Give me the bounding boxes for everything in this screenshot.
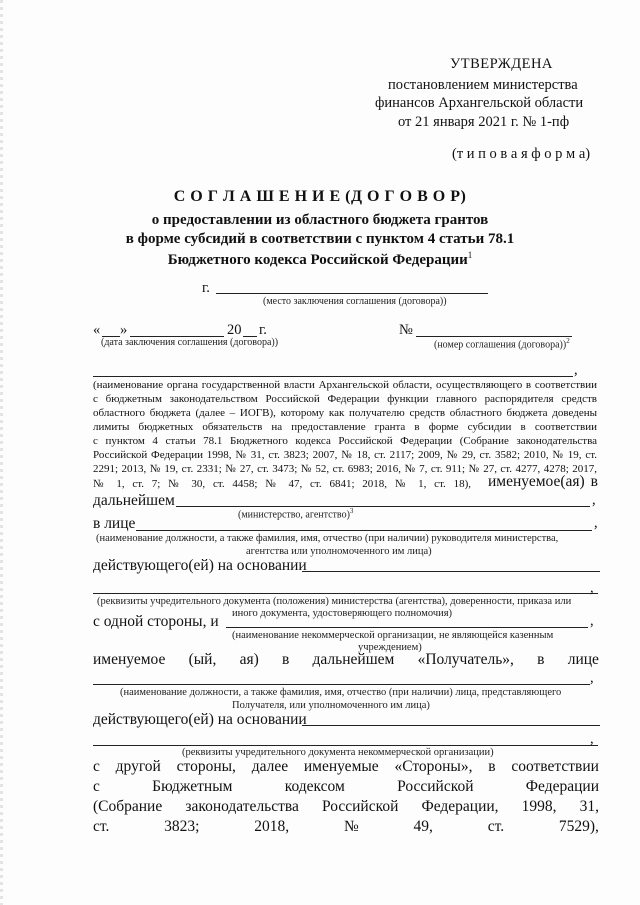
recipient-word: «Получатель», <box>417 651 514 668</box>
org-caption-line-3: областного бюджета (далее – ИОГВ), которому как получателю средств областного бюджета доведены <box>93 407 597 419</box>
closing-word: 31, <box>579 798 599 815</box>
closing-word: далее <box>251 758 289 775</box>
date-close-quote: » <box>120 322 128 338</box>
party1-field[interactable] <box>226 627 588 628</box>
recipient-word: (ый, <box>188 651 217 668</box>
recipient-word: именуемое <box>93 651 166 668</box>
basis1-caption-1: (реквизиты учредительного документа (положения) министерства (агентства), доверенности, приказа или <box>97 596 572 607</box>
title-sub-2: в форме субсидий в соответствии с пунктом 4 статьи 78.1 <box>125 231 515 247</box>
footnote-marker-1: 1 <box>467 250 473 260</box>
person-field[interactable] <box>136 530 592 531</box>
approval-line-2: финансов Архангельской области <box>375 95 584 111</box>
title-sub-1: о предоставлении из областного бюджета грантов <box>151 212 489 228</box>
closing-word: 1998, <box>521 798 557 815</box>
closing-word: Федерации, <box>421 798 499 815</box>
closing-word: 2018, <box>254 818 290 835</box>
form-type-label: (т и п о в а я ф о р м а) <box>452 146 591 162</box>
closing-word: ст. <box>487 818 505 835</box>
closing-word: именуемые <box>303 758 379 775</box>
org-caption-line-2: с бюджетным законодательством Российской Федерации функции главного распорядителя средств <box>93 393 597 405</box>
basis1-field[interactable] <box>302 571 600 572</box>
basis2-field[interactable] <box>302 725 600 726</box>
org-comma: , <box>574 362 578 378</box>
date-year-suffix: г. <box>259 322 267 338</box>
date-year: 20 <box>227 322 242 338</box>
number-caption <box>434 337 570 350</box>
closing-word: соответствии <box>511 758 599 775</box>
org-short-caption <box>238 507 353 520</box>
number-caption-text: (номер соглашения (договора)) <box>434 339 567 351</box>
approval-line-3: от 21 января 2021 г. № 1-пф <box>398 114 570 130</box>
title-sub-3-text: Бюджетного кодекса Российской Федерации <box>167 252 468 268</box>
number-symbol: № <box>399 322 413 338</box>
closing-word: 49, <box>413 818 433 835</box>
closing-word: в <box>488 758 496 775</box>
person-comma: , <box>594 515 598 531</box>
closing-word: с <box>93 758 100 775</box>
place-field[interactable] <box>216 293 488 294</box>
recipient-field[interactable] <box>93 684 590 685</box>
party1-caption-2: учреждением) <box>358 642 422 653</box>
basis2-caption: (реквизиты учредительного документа некоммерческой организации) <box>182 747 494 758</box>
date-open-quote: « <box>93 322 101 338</box>
closing-word: ст. <box>93 818 110 835</box>
party1-caption-1: (наименование некоммерческой организации, не являющейся казенным <box>232 630 554 641</box>
document-title: С О Г Л А Ш Е Н И Е (Д О Г О В О Р) <box>173 188 467 205</box>
closing-word: другой <box>115 758 161 775</box>
closing-word: стороны, <box>176 758 236 775</box>
recipient-word: в <box>537 651 545 668</box>
recipient-line <box>93 651 599 669</box>
closing-word: «Стороны», <box>394 758 473 775</box>
basis1-field-2[interactable] <box>93 593 598 594</box>
person-caption-2: агентства или уполномоченного им лица) <box>246 546 432 557</box>
closing-word: Российской <box>397 778 474 795</box>
org-caption-line-6: Российской Федерации 1998, № 31, ст. 3823; 2007, № 18, ст. 2117; 2009, № 29, ст. 3582; 2010, № 19, ст. <box>93 449 597 461</box>
closing-word: Федерации <box>525 778 599 795</box>
closing-word: законодательства <box>185 798 299 815</box>
closing-word: Российской <box>321 798 399 815</box>
party1-label: с одной стороны, и <box>93 613 219 630</box>
title-sub-3 <box>0 250 640 269</box>
closing-line-3 <box>93 798 599 816</box>
org-caption-line-7: 2291; 2013, № 19, ст. 2331; № 27, ст. 3473; № 52, ст. 6983; 2016, № 7, ст. 911; № 27, ст. 4277, 4278; 2017, <box>93 463 597 475</box>
date-caption: (дата заключения соглашения (договора)) <box>101 337 279 348</box>
org-named-label: именуемое(ая) в <box>488 473 598 490</box>
org-caption-line-1: (наименование органа государственной власти Архангельской области, осуществляющего в соответствии <box>93 379 597 391</box>
party1-comma: , <box>590 613 594 629</box>
org-name-field[interactable] <box>93 376 573 377</box>
closing-word: 7529), <box>558 818 599 835</box>
recipient-word: дальнейшем <box>312 651 395 668</box>
org-short-caption-text: (министерство, агентство) <box>238 509 350 521</box>
recipient-caption-2: Получателя, или уполномоченного им лица) <box>232 700 430 711</box>
basis1-label: действующего(ей) на основании <box>93 557 307 574</box>
closing-word: 3823; <box>164 818 200 835</box>
closing-line-1 <box>93 758 599 776</box>
footnote-marker-3: 3 <box>349 507 354 515</box>
closing-line-2 <box>93 778 599 796</box>
closing-line-4 <box>93 818 599 836</box>
org-caption-line-8: № 1, ст. 7; № 30, ст. 4458; № 47, ст. 6841; 2018, № 1, ст. 18), <box>93 478 471 490</box>
closing-word: с <box>93 778 100 795</box>
org-caption-line-4: лимиты бюджетных обязательств на предоставление гранта в форме субсидии в соответствии <box>93 421 597 433</box>
person-caption-1: (наименование должности, а также фамилия, имя, отчество (при наличии) руководителя министерства, <box>96 533 559 544</box>
closing-word: № <box>343 818 359 835</box>
recipient-word: лице <box>567 651 599 668</box>
basis2-label: действующего(ей) на основании <box>93 711 307 728</box>
person-label: в лице <box>93 515 136 532</box>
basis2-comma: , <box>590 731 594 747</box>
closing-word: кодексом <box>284 778 345 795</box>
basis1-caption-2: иного документа, удостоверяющего полномочия) <box>232 608 453 619</box>
approval-line-1: постановлением министерства <box>388 77 578 93</box>
recipient-word: в <box>281 651 290 668</box>
approval-heading: УТВЕРЖДЕНА <box>450 56 553 72</box>
recipient-word: ая) <box>239 651 259 668</box>
basis2-field-2[interactable] <box>93 745 598 746</box>
recipient-caption-1: (наименование должности, а также фамилия, имя, отчество (при наличии) лица, представляющего <box>120 687 562 698</box>
place-caption: (место заключения соглашения (договора)) <box>263 296 447 307</box>
closing-word: Бюджетным <box>152 778 233 795</box>
scan-edge <box>0 0 3 905</box>
place-prefix: г. <box>202 280 210 296</box>
closing-word: (Собрание <box>93 798 163 815</box>
org-further-label: дальнейшем <box>93 492 175 509</box>
recipient-comma: , <box>590 670 594 686</box>
footnote-marker-2: 2 <box>566 337 570 345</box>
org-short-comma: , <box>592 492 596 508</box>
basis1-comma: , <box>590 580 594 596</box>
org-caption-line-5: с пунктом 4 статьи 78.1 Бюджетного кодекса Российской Федерации (Собрание законодательства <box>93 435 597 447</box>
